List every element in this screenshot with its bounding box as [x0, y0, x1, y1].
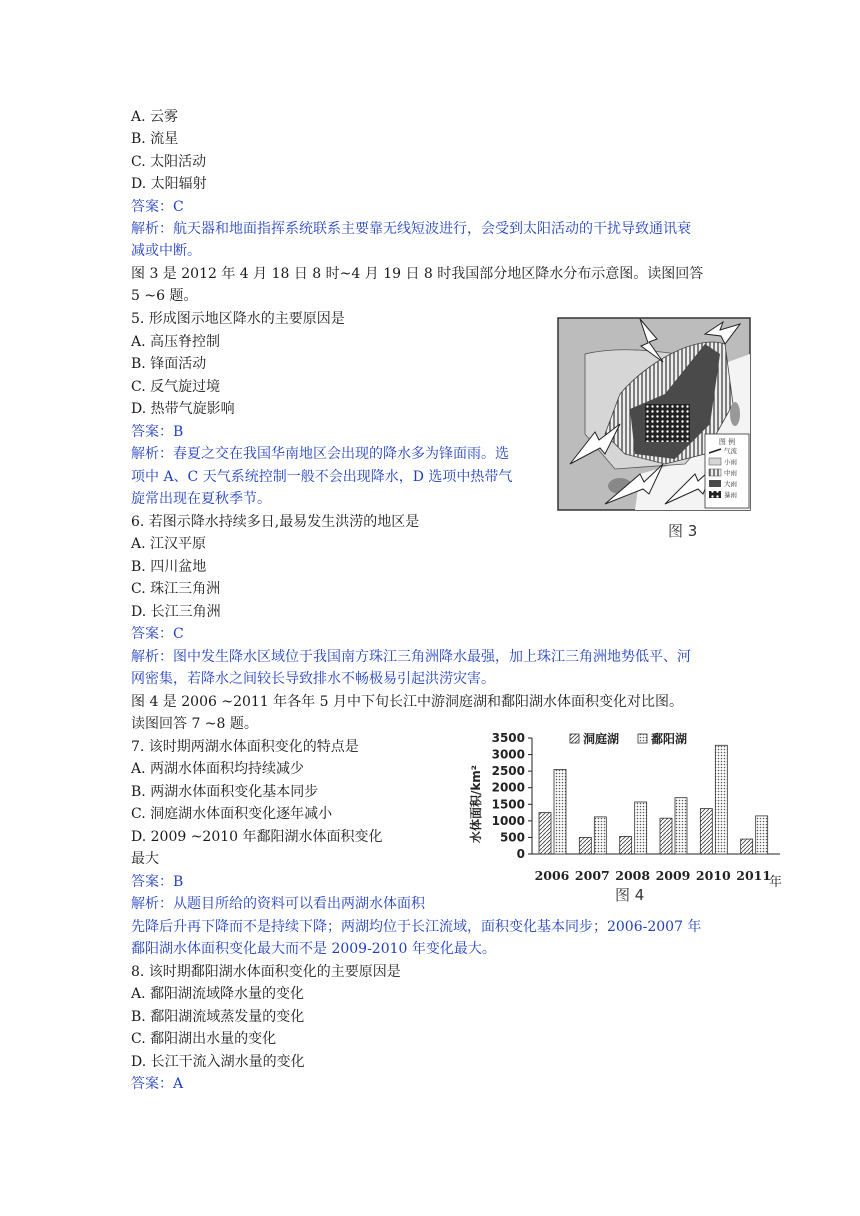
bar-poyang-2007 [594, 817, 606, 854]
option-d: D. 太阳辐射 [131, 176, 207, 192]
bar-dongting-2009 [660, 818, 672, 854]
bar-dongting-2011 [741, 839, 753, 854]
option-c: C. 反气旋过境 [131, 379, 221, 395]
legend-swatch-poyang [638, 734, 647, 743]
option-b: B. 鄱阳湖流域蒸发量的变化 [131, 1009, 305, 1025]
bar-poyang-2008 [635, 802, 647, 854]
answer: 答案：A [131, 1076, 184, 1092]
legend-swatch-moderate-rain [709, 469, 721, 476]
figure-4-bar-chart [462, 724, 792, 902]
y-axis-label: 水体面积/km² [469, 764, 483, 844]
option-d: D. 热带气旋影响 [131, 401, 235, 417]
answer: 答案：C [131, 626, 184, 642]
legend-dongting: 洞庭湖 [583, 732, 620, 746]
legend-item-light-rain: 小雨 [724, 458, 737, 466]
figure-4-caption: 图 4 [615, 886, 645, 904]
bar-dongting-2008 [620, 836, 632, 854]
y-tick-label: 0 [516, 847, 525, 861]
legend-swatch-rainstorm [709, 491, 721, 498]
legend-item-heavy-rain: 大雨 [724, 480, 737, 488]
analysis: 项中 A、C 天气系统控制一般不会出现降水，D 选项中热带气 [131, 469, 513, 485]
legend-poyang: 鄱阳湖 [651, 732, 688, 746]
legend-swatch-heavy-rain [709, 480, 721, 487]
option-d: D. 长江三角洲 [131, 604, 221, 620]
option-d-continued: 最大 [131, 851, 159, 867]
analysis: 先降后升再下降而不是持续下降；两湖均位于长江流域，面积变化基本同步；2006-2007 年 [131, 919, 702, 935]
x-tick-label: 2011 [736, 868, 772, 883]
figure-3-caption: 图 3 [668, 522, 698, 540]
intro-fig3: 图 3 是 2012 年 4 月 18 日 8 时~4 月 19 日 8 时我国部分地区降水分布示意图。读图回答 [131, 266, 704, 282]
question-6-stem: 6. 若图示降水持续多日,最易发生洪涝的地区是 [131, 514, 420, 530]
y-tick-label: 3000 [491, 747, 525, 762]
option-c: C. 珠江三角洲 [131, 581, 221, 597]
answer: 答案：B [131, 424, 184, 440]
legend-item-airflow: 气流 [724, 447, 737, 455]
option-a: A. 江汉平原 [131, 536, 207, 552]
bar-poyang-2011 [756, 816, 768, 854]
legend-item-moderate-rain: 中雨 [724, 469, 737, 477]
option-b: B. 锋面活动 [131, 356, 207, 372]
intro-fig4: 图 4 是 2006 ~2011 年各年 5 月中下旬长江中游洞庭湖和鄱阳湖水体面积变化对比图。 [131, 694, 683, 710]
option-c: C. 鄱阳湖出水量的变化 [131, 1031, 277, 1047]
question-7-stem: 7. 该时期两湖水体面积变化的特点是 [131, 739, 359, 755]
option-d: D. 2009 ~2010 年鄱阳湖水体面积变化 [131, 829, 383, 845]
option-b: B. 流星 [131, 131, 179, 147]
x-tick-label: 2008 [615, 868, 651, 883]
answer: 答案：C [131, 199, 184, 215]
x-tick-label: 2006 [534, 868, 570, 883]
answer: 答案：B [131, 874, 184, 890]
analysis: 解析：从题目所给的资料可以看出两湖水体面积 [131, 896, 425, 912]
intro-fig3: 5 ~6 题。 [131, 288, 198, 304]
intro-fig4: 读图回答 7 ~8 题。 [131, 716, 258, 732]
bar-dongting-2006 [539, 813, 551, 854]
y-tick-label: 2500 [491, 764, 525, 779]
analysis: 网密集，若降水之间较长导致排水不畅极易引起洪涝灾害。 [131, 671, 495, 687]
option-a: A. 两湖水体面积均持续减少 [131, 761, 305, 777]
analysis: 减或中断。 [131, 243, 201, 259]
x-tick-label: 2007 [574, 868, 610, 883]
bar-dongting-2010 [700, 809, 712, 854]
legend-title: 图 例 [718, 438, 736, 446]
option-d: D. 长江干流入湖水量的变化 [131, 1054, 305, 1070]
y-tick-label: 3500 [491, 731, 525, 745]
analysis: 鄱阳湖水体面积变化最大而不是 2009-2010 年变化最大。 [131, 941, 496, 957]
y-tick-label: 1000 [491, 813, 525, 828]
option-c: C. 洞庭湖水体面积变化逐年减小 [131, 806, 333, 822]
option-a: A. 高压脊控制 [131, 334, 221, 350]
x-tick-label: 2010 [695, 868, 731, 883]
y-tick-label: 500 [499, 830, 525, 845]
analysis: 旋常出现在夏秋季节。 [131, 491, 271, 507]
option-c: C. 太阳活动 [131, 154, 207, 170]
legend-swatch-dongting [570, 734, 579, 743]
legend-item-rainstorm: 暴雨 [724, 491, 737, 499]
option-b: B. 四川盆地 [131, 559, 207, 575]
y-tick-label: 1500 [491, 797, 525, 812]
analysis: 解析：春夏之交在我国华南地区会出现的降水多为锋面雨。选 [131, 446, 509, 462]
option-a: A. 鄱阳湖流域降水量的变化 [131, 986, 305, 1002]
figure-3-precipitation-map [545, 314, 755, 524]
bar-dongting-2007 [579, 837, 591, 854]
analysis: 解析：航天器和地面指挥系统联系主要靠无线短波进行，会受到太阳活动的干扰导致通讯衰 [131, 221, 691, 237]
y-tick-label: 2000 [491, 780, 525, 795]
analysis: 解析：图中发生降水区域位于我国南方珠江三角洲降水最强，加上珠江三角洲地势低平、河 [131, 649, 691, 665]
bar-poyang-2010 [715, 745, 727, 854]
legend-swatch-light-rain [709, 458, 721, 465]
x-axis-year-suffix: 年 [768, 875, 782, 890]
bar-poyang-2009 [675, 798, 687, 854]
x-tick-label: 2009 [655, 868, 691, 883]
option-b: B. 两湖水体面积变化基本同步 [131, 784, 319, 800]
bar-poyang-2006 [554, 769, 566, 854]
question-8-stem: 8. 该时期鄱阳湖水体面积变化的主要原因是 [131, 964, 401, 980]
question-5-stem: 5. 形成图示地区降水的主要原因是 [131, 311, 345, 327]
option-a: A. 云雾 [131, 109, 179, 125]
